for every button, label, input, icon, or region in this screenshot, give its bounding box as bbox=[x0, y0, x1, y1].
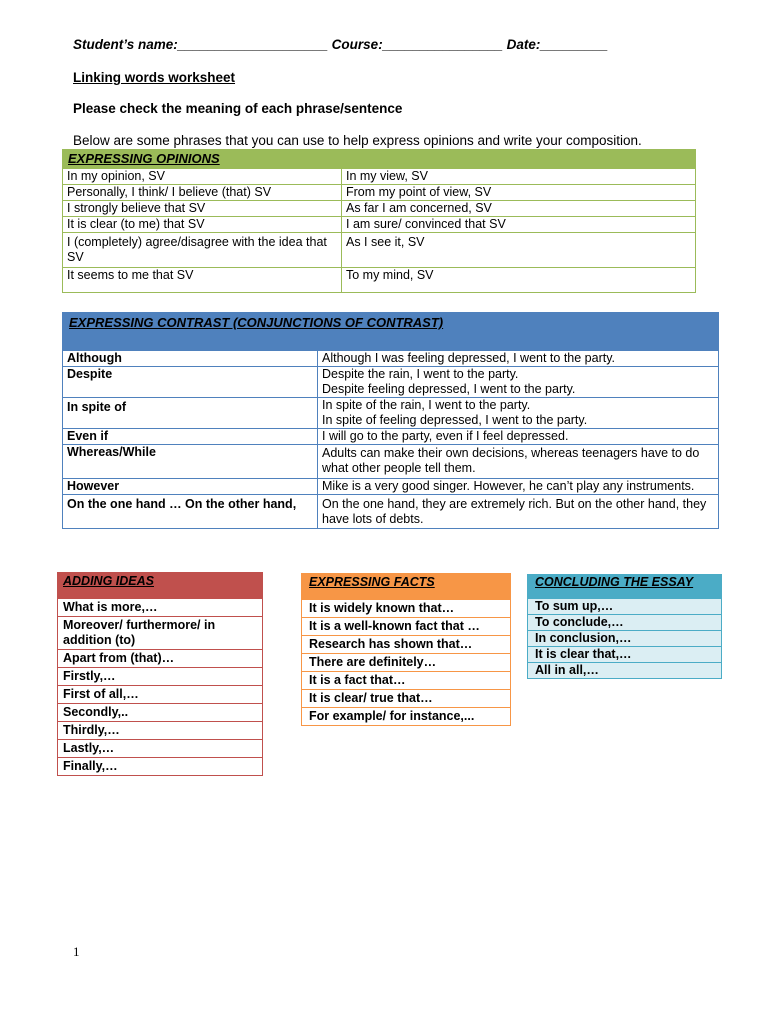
concluding-table bbox=[527, 574, 722, 679]
opinion-phrase: It seems to me that SV bbox=[63, 268, 342, 293]
list-item: Secondly,.. bbox=[58, 704, 263, 722]
contrast-example: I will go to the party, even if I feel depressed. bbox=[318, 429, 719, 445]
list-item: It is clear/ true that… bbox=[302, 690, 511, 708]
list-item: Finally,… bbox=[58, 758, 263, 776]
table-row bbox=[63, 185, 696, 201]
table-row bbox=[63, 429, 719, 445]
table-row bbox=[63, 351, 719, 367]
contrast-term: In spite of bbox=[63, 398, 318, 429]
facts-heading: EXPRESSING FACTS bbox=[302, 574, 511, 600]
instruction: Please check the meaning of each phrase/sentence bbox=[73, 101, 403, 116]
opinion-phrase: From my point of view, SV bbox=[342, 185, 696, 201]
list-item: To conclude,… bbox=[528, 615, 722, 631]
table-row bbox=[63, 445, 719, 479]
opinion-phrase: I am sure/ convinced that SV bbox=[342, 217, 696, 233]
contrast-example: Mike is a very good singer. However, he can’t play any instruments. bbox=[318, 479, 719, 495]
opinion-phrase: As far I am concerned, SV bbox=[342, 201, 696, 217]
list-item: Apart from (that)… bbox=[58, 650, 263, 668]
expressing-facts-table bbox=[301, 573, 511, 726]
contrast-table bbox=[62, 312, 719, 529]
list-item: To sum up,… bbox=[528, 599, 722, 615]
student-header: Student’s name:____________________ Course:________________ Date:_________ bbox=[73, 37, 608, 52]
list-item: In conclusion,… bbox=[528, 631, 722, 647]
table-row bbox=[63, 217, 696, 233]
adding-heading: ADDING IDEAS bbox=[58, 573, 263, 599]
contrast-term: Although bbox=[63, 351, 318, 367]
list-item: It is widely known that… bbox=[302, 600, 511, 618]
opinion-phrase: It is clear (to me) that SV bbox=[63, 217, 342, 233]
contrast-term: On the one hand … On the other hand, bbox=[63, 495, 318, 529]
list-item: Lastly,… bbox=[58, 740, 263, 758]
list-item: First of all,… bbox=[58, 686, 263, 704]
worksheet-title: Linking words worksheet bbox=[73, 70, 236, 85]
list-item: It is a fact that… bbox=[302, 672, 511, 690]
table-row bbox=[63, 398, 719, 429]
list-item: What is more,… bbox=[58, 599, 263, 617]
contrast-term: Despite bbox=[63, 367, 318, 398]
contrast-term: Even if bbox=[63, 429, 318, 445]
table-row bbox=[63, 479, 719, 495]
list-item: There are definitely… bbox=[302, 654, 511, 672]
opinions-heading: EXPRESSING OPINIONS bbox=[63, 150, 696, 169]
list-item: Research has shown that… bbox=[302, 636, 511, 654]
table-row bbox=[63, 367, 719, 398]
opinion-phrase: To my mind, SV bbox=[342, 268, 696, 293]
list-item: Firstly,… bbox=[58, 668, 263, 686]
table-row bbox=[63, 268, 696, 293]
list-item: Moreover/ furthermore/ in addition (to) bbox=[58, 617, 263, 650]
contrast-term: Whereas/While bbox=[63, 445, 318, 479]
list-item: It is a well-known fact that … bbox=[302, 618, 511, 636]
contrast-term: However bbox=[63, 479, 318, 495]
list-item: It is clear that,… bbox=[528, 647, 722, 663]
opinion-phrase: In my view, SV bbox=[342, 169, 696, 185]
contrast-example: Despite the rain, I went to the party. Despite feeling depressed, I went to the party. bbox=[318, 367, 719, 398]
contrast-example: Although I was feeling depressed, I went to the party. bbox=[318, 351, 719, 367]
contrast-example: On the one hand, they are extremely rich. But on the other hand, they have lots of debts. bbox=[318, 495, 719, 529]
list-item: For example/ for instance,... bbox=[302, 708, 511, 726]
page-number: 1 bbox=[73, 944, 80, 959]
opinion-phrase: Personally, I think/ I believe (that) SV bbox=[63, 185, 342, 201]
list-item: All in all,… bbox=[528, 663, 722, 679]
adding-ideas-table bbox=[57, 572, 263, 776]
contrast-heading: EXPRESSING CONTRAST (CONJUNCTIONS OF CONTRAST) bbox=[63, 313, 719, 351]
opinions-table bbox=[62, 149, 696, 293]
opinion-phrase: I (completely) agree/disagree with the idea that SV bbox=[63, 233, 342, 268]
opinion-phrase: In my opinion, SV bbox=[63, 169, 342, 185]
opinion-phrase: As I see it, SV bbox=[342, 233, 696, 268]
table-row bbox=[63, 201, 696, 217]
list-item: Thirdly,… bbox=[58, 722, 263, 740]
concluding-heading: CONCLUDING THE ESSAY bbox=[528, 575, 722, 599]
table-row bbox=[63, 169, 696, 185]
contrast-example: In spite of the rain, I went to the party. In spite of feeling depressed, I went to the party. bbox=[318, 398, 719, 429]
opinion-phrase: I strongly believe that SV bbox=[63, 201, 342, 217]
contrast-example: Adults can make their own decisions, whereas teenagers have to do what other people tell them. bbox=[318, 445, 719, 479]
intro-text: Below are some phrases that you can use to help express opinions and write your composition. bbox=[73, 133, 642, 148]
table-row bbox=[63, 495, 719, 529]
table-row bbox=[63, 233, 696, 268]
